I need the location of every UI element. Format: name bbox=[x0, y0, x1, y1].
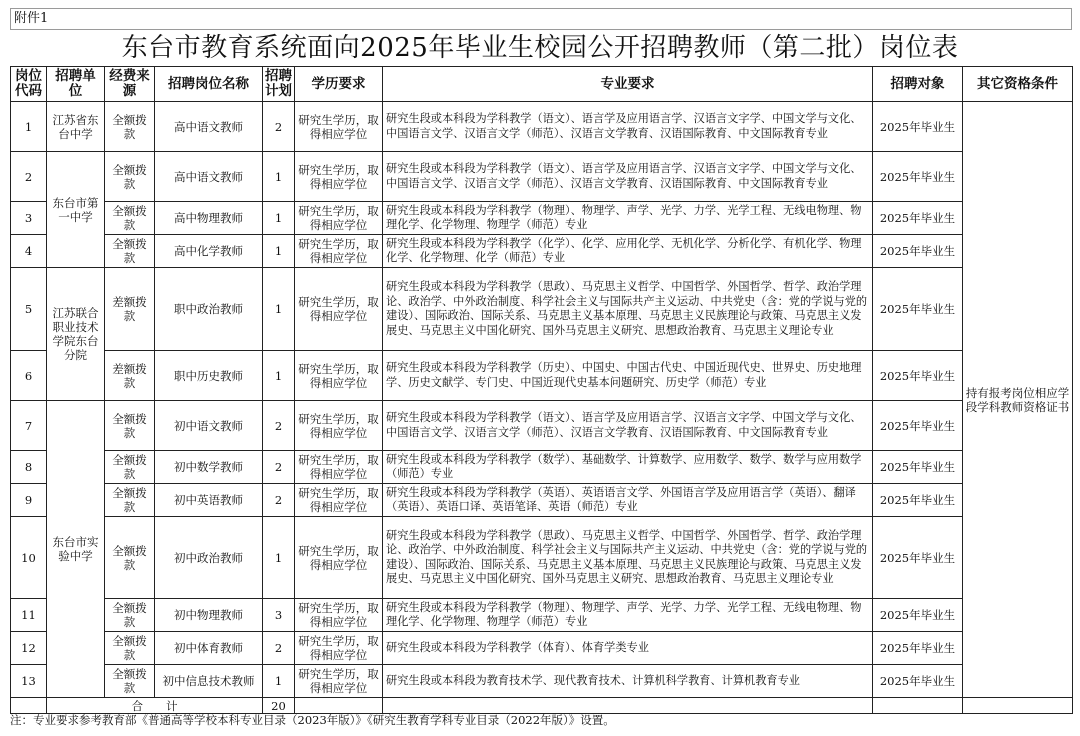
unit-cell: 东台市第一中学 bbox=[47, 152, 105, 268]
row-funding: 全额拨款 bbox=[105, 401, 155, 451]
row-funding: 差额拨款 bbox=[105, 268, 155, 351]
row-plan: 2 bbox=[263, 102, 295, 152]
row-education: 研究生学历，取得相应学位 bbox=[295, 599, 383, 632]
row-major: 研究生段或本科段为学科教学（物理）、物理学、声学、光学、力学、光学工程、无线电物理、物理化学、化学物理、物理学（师范）专业 bbox=[383, 202, 873, 235]
row-position: 初中信息技术教师 bbox=[155, 665, 263, 698]
header-row bbox=[11, 67, 1073, 102]
table-row bbox=[11, 202, 1073, 235]
row-code: 13 bbox=[11, 665, 47, 698]
other-condition-cell: 持有报考岗位相应学段学科教师资格证书 bbox=[963, 102, 1073, 698]
row-major: 研究生段或本科段为学科教学（历史）、中国史、中国古代史、中国近现代史、世界史、历史地理学、历史文献学、专门史、中国近现代史基本问题研究、历史学（师范）专业 bbox=[383, 351, 873, 401]
row-plan: 1 bbox=[263, 268, 295, 351]
header-education: 学历要求 bbox=[295, 67, 383, 102]
row-education: 研究生学历，取得相应学位 bbox=[295, 152, 383, 202]
row-position: 初中物理教师 bbox=[155, 599, 263, 632]
total-empty-cell bbox=[873, 698, 963, 714]
attachment-label: 附件1 bbox=[10, 8, 1072, 30]
total-empty-cell bbox=[963, 698, 1073, 714]
row-funding: 全额拨款 bbox=[105, 517, 155, 599]
row-plan: 1 bbox=[263, 235, 295, 268]
header-target: 招聘对象 bbox=[873, 67, 963, 102]
page-title: 东台市教育系统面向2025年毕业生校园公开招聘教师（第二批）岗位表 bbox=[121, 33, 959, 63]
row-education: 研究生学历，取得相应学位 bbox=[295, 632, 383, 665]
row-code: 2 bbox=[11, 152, 47, 202]
row-funding: 全额拨款 bbox=[105, 599, 155, 632]
row-plan: 1 bbox=[263, 665, 295, 698]
row-target: 2025年毕业生 bbox=[873, 202, 963, 235]
row-target: 2025年毕业生 bbox=[873, 451, 963, 484]
row-plan: 2 bbox=[263, 451, 295, 484]
row-plan: 2 bbox=[263, 484, 295, 517]
row-plan: 2 bbox=[263, 401, 295, 451]
table-row bbox=[11, 102, 1073, 152]
row-major: 研究生段或本科段为教育技术学、现代教育技术、计算机科学教育、计算机教育专业 bbox=[383, 665, 873, 698]
row-major: 研究生段或本科段为学科教学（语文）、语言学及应用语言学、汉语言文字学、中国文学与文化、中国语言文学、汉语言文学（师范）、汉语言文学教育、汉语国际教育、中文国际教育专业 bbox=[383, 102, 873, 152]
row-major: 研究生段或本科段为学科教学（物理）、物理学、声学、光学、力学、光学工程、无线电物理、物理化学、化学物理、物理学（师范）专业 bbox=[383, 599, 873, 632]
header-code: 岗位代码 bbox=[11, 67, 47, 102]
total-label: 合 计 bbox=[47, 698, 263, 714]
row-education: 研究生学历，取得相应学位 bbox=[295, 517, 383, 599]
table-row bbox=[11, 517, 1073, 599]
row-position: 初中体育教师 bbox=[155, 632, 263, 665]
header-major: 专业要求 bbox=[383, 67, 873, 102]
row-plan: 2 bbox=[263, 632, 295, 665]
row-position: 初中政治教师 bbox=[155, 517, 263, 599]
row-funding: 全额拨款 bbox=[105, 235, 155, 268]
row-target: 2025年毕业生 bbox=[873, 152, 963, 202]
row-position: 初中英语教师 bbox=[155, 484, 263, 517]
row-funding: 全额拨款 bbox=[105, 484, 155, 517]
table-row bbox=[11, 632, 1073, 665]
row-position: 职中政治教师 bbox=[155, 268, 263, 351]
row-target: 2025年毕业生 bbox=[873, 484, 963, 517]
table-row bbox=[11, 599, 1073, 632]
total-value: 20 bbox=[263, 698, 295, 714]
header-funding: 经费来源 bbox=[105, 67, 155, 102]
row-target: 2025年毕业生 bbox=[873, 599, 963, 632]
row-plan: 1 bbox=[263, 517, 295, 599]
unit-cell: 江苏省东台中学 bbox=[47, 102, 105, 152]
row-major: 研究生段或本科段为学科教学（语文）、语言学及应用语言学、汉语言文字学、中国文学与文化、中国语言文学、汉语言文学（师范）、汉语言文学教育、汉语国际教育、中文国际教育专业 bbox=[383, 401, 873, 451]
row-major: 研究生段或本科段为学科教学（思政）、马克思主义哲学、中国哲学、外国哲学、哲学、政治学理论、政治学、中外政治制度、科学社会主义与国际共产主义运动、中共党史（含：党的学说与党的建设）、国际政治、国际关系、马克思主义基本原理、马克思主义民族理论与政策、马克思主义发展史、马克思主义中国化研究、国外马克思主义研究、思想政治教育、马克思主义理论专业 bbox=[383, 517, 873, 599]
row-plan: 3 bbox=[263, 599, 295, 632]
row-plan: 1 bbox=[263, 351, 295, 401]
row-education: 研究生学历，取得相应学位 bbox=[295, 235, 383, 268]
header-plan: 招聘计划 bbox=[263, 67, 295, 102]
row-major: 研究生段或本科段为学科教学（英语）、英语语言文学、外国语言学及应用语言学（英语）、翻译（英语）、英语口译、英语笔译、英语（师范）专业 bbox=[383, 484, 873, 517]
row-major: 研究生段或本科段为学科教学（思政）、马克思主义哲学、中国哲学、外国哲学、哲学、政治学理论、政治学、中外政治制度、科学社会主义与国际共产主义运动、中共党史（含：党的学说与党的建设）、国际政治、国际关系、马克思主义基本原理、马克思主义民族理论与政策、马克思主义发展史、马克思主义中国化研究、国外马克思主义研究、思想政治教育、马克思主义理论专业 bbox=[383, 268, 873, 351]
row-code: 12 bbox=[11, 632, 47, 665]
unit-cell: 东台市实验中学 bbox=[47, 401, 105, 698]
row-code: 5 bbox=[11, 268, 47, 351]
row-education: 研究生学历，取得相应学位 bbox=[295, 665, 383, 698]
row-major: 研究生段或本科段为学科教学（体育）、体育学类专业 bbox=[383, 632, 873, 665]
row-funding: 全额拨款 bbox=[105, 202, 155, 235]
row-position: 职中历史教师 bbox=[155, 351, 263, 401]
row-position: 高中物理教师 bbox=[155, 202, 263, 235]
row-code: 7 bbox=[11, 401, 47, 451]
row-position: 初中语文教师 bbox=[155, 401, 263, 451]
row-code: 6 bbox=[11, 351, 47, 401]
row-target: 2025年毕业生 bbox=[873, 268, 963, 351]
row-code: 4 bbox=[11, 235, 47, 268]
table-row bbox=[11, 268, 1073, 351]
footnote: 注：专业要求参考教育部《普通高等学校本科专业目录（2023年版）》《研究生教育学科专业目录（2022年版）》设置。 bbox=[10, 713, 615, 727]
header-other: 其它资格条件 bbox=[963, 67, 1073, 102]
row-education: 研究生学历，取得相应学位 bbox=[295, 351, 383, 401]
row-code: 3 bbox=[11, 202, 47, 235]
row-major: 研究生段或本科段为学科教学（化学）、化学、应用化学、无机化学、分析化学、有机化学、物理化学、化学物理、化学（师范）专业 bbox=[383, 235, 873, 268]
header-unit: 招聘单位 bbox=[47, 67, 105, 102]
row-target: 2025年毕业生 bbox=[873, 401, 963, 451]
row-education: 研究生学历，取得相应学位 bbox=[295, 268, 383, 351]
row-major: 研究生段或本科段为学科教学（数学）、基础数学、计算数学、应用数学、数学、数学与应用数学（师范）专业 bbox=[383, 451, 873, 484]
table-row bbox=[11, 451, 1073, 484]
unit-cell: 江苏联合职业技术学院东台分院 bbox=[47, 268, 105, 401]
row-target: 2025年毕业生 bbox=[873, 351, 963, 401]
row-funding: 差额拨款 bbox=[105, 351, 155, 401]
row-funding: 全额拨款 bbox=[105, 152, 155, 202]
row-code: 1 bbox=[11, 102, 47, 152]
row-target: 2025年毕业生 bbox=[873, 102, 963, 152]
row-funding: 全额拨款 bbox=[105, 632, 155, 665]
table-row bbox=[11, 401, 1073, 451]
row-funding: 全额拨款 bbox=[105, 665, 155, 698]
row-target: 2025年毕业生 bbox=[873, 632, 963, 665]
row-plan: 1 bbox=[263, 152, 295, 202]
row-education: 研究生学历，取得相应学位 bbox=[295, 401, 383, 451]
table-row bbox=[11, 665, 1073, 698]
row-code: 8 bbox=[11, 451, 47, 484]
table-row bbox=[11, 484, 1073, 517]
header-position: 招聘岗位名称 bbox=[155, 67, 263, 102]
row-position: 初中数学教师 bbox=[155, 451, 263, 484]
row-education: 研究生学历，取得相应学位 bbox=[295, 484, 383, 517]
row-position: 高中语文教师 bbox=[155, 102, 263, 152]
row-plan: 1 bbox=[263, 202, 295, 235]
row-funding: 全额拨款 bbox=[105, 451, 155, 484]
row-funding: 全额拨款 bbox=[105, 102, 155, 152]
positions-table bbox=[10, 66, 1073, 714]
table-row bbox=[11, 351, 1073, 401]
row-code: 11 bbox=[11, 599, 47, 632]
row-position: 高中化学教师 bbox=[155, 235, 263, 268]
table-row bbox=[11, 152, 1073, 202]
row-target: 2025年毕业生 bbox=[873, 235, 963, 268]
row-code: 9 bbox=[11, 484, 47, 517]
row-target: 2025年毕业生 bbox=[873, 665, 963, 698]
table-row bbox=[11, 235, 1073, 268]
row-education: 研究生学历，取得相应学位 bbox=[295, 451, 383, 484]
row-major: 研究生段或本科段为学科教学（语文）、语言学及应用语言学、汉语言文字学、中国文学与文化、中国语言文学、汉语言文学（师范）、汉语言文学教育、汉语国际教育、中文国际教育专业 bbox=[383, 152, 873, 202]
row-education: 研究生学历，取得相应学位 bbox=[295, 202, 383, 235]
row-education: 研究生学历，取得相应学位 bbox=[295, 102, 383, 152]
row-target: 2025年毕业生 bbox=[873, 517, 963, 599]
row-position: 高中语文教师 bbox=[155, 152, 263, 202]
row-code: 10 bbox=[11, 517, 47, 599]
